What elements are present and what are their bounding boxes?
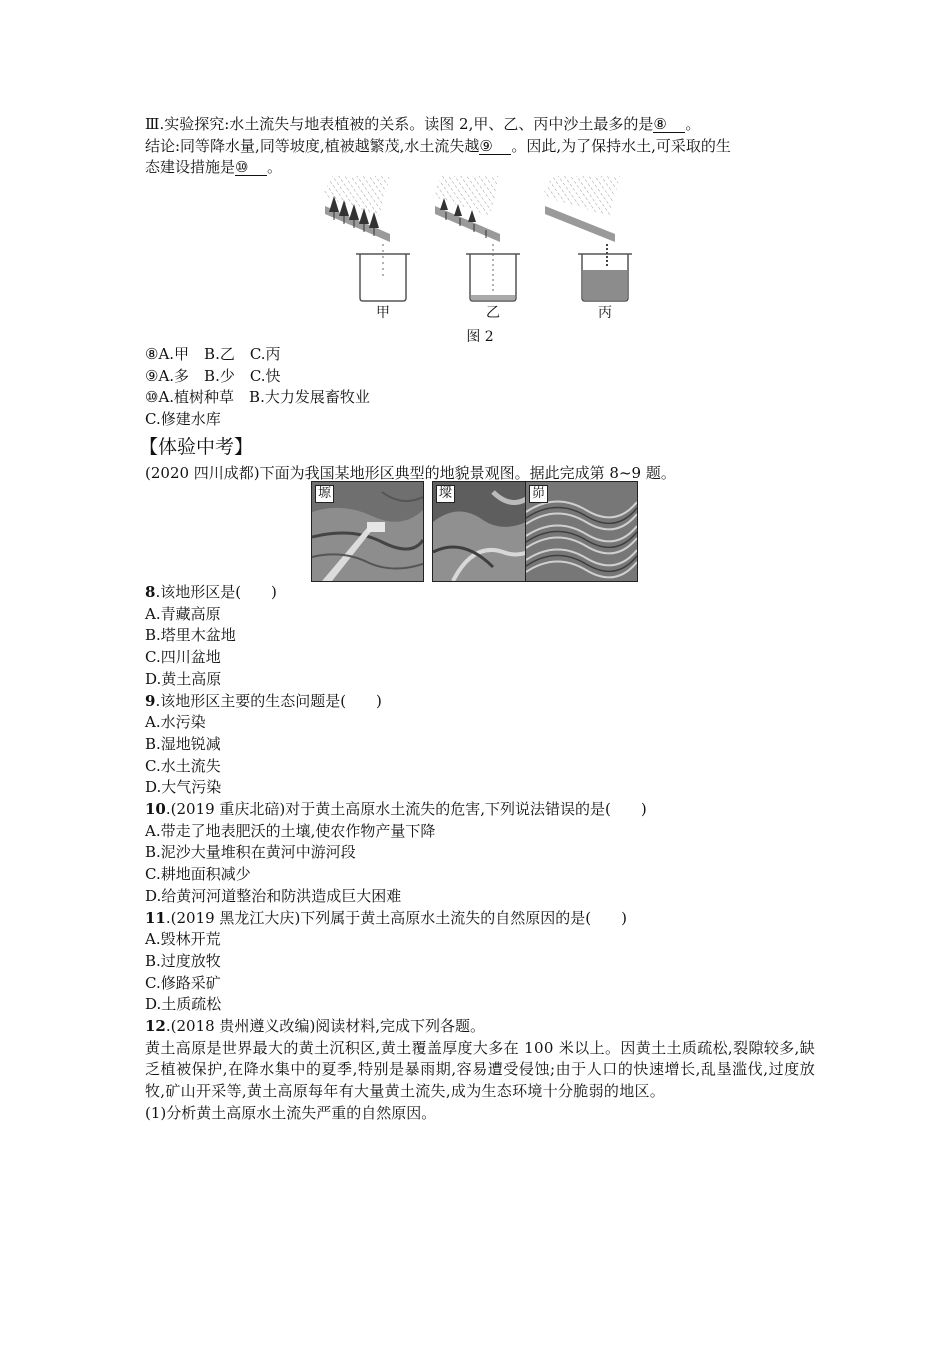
answer-blank-8[interactable]: ⑧ xyxy=(653,116,685,133)
conclusion-text: 。 xyxy=(267,158,283,177)
question-stem: .该地形区主要的生态问题是( ) xyxy=(155,691,382,710)
option[interactable]: D.土质疏松 xyxy=(145,995,222,1014)
question-number: 12 xyxy=(145,1017,166,1036)
question-number: 9 xyxy=(145,691,156,710)
intro-text: (2020 四川成都)下面为我国某地形区典型的地貌景观图。据此完成第 8~9 题。 xyxy=(145,463,676,482)
experiment-text: 。 xyxy=(685,115,701,133)
question-11 xyxy=(145,908,815,1017)
option[interactable]: D.黄土高原 xyxy=(145,669,222,688)
part3-options xyxy=(139,344,815,485)
option[interactable]: D.大气污染 xyxy=(145,778,222,797)
question-12 xyxy=(145,1016,815,1125)
setup-jia xyxy=(322,176,410,301)
experiment-section xyxy=(145,114,815,179)
question-stem: .(2019 黑龙江大庆)下列属于黄土高原水土流失的自然原因的是( ) xyxy=(165,908,627,927)
sub-question-1: (1)分析黄土高原水土流失严重的自然原因。 xyxy=(145,1103,437,1122)
label-jia: 甲 xyxy=(376,305,390,321)
option[interactable]: A.水污染 xyxy=(145,713,206,732)
question-number: 8 xyxy=(145,583,156,601)
option[interactable]: B.湿地锐减 xyxy=(145,734,221,753)
option[interactable]: B.过度放牧 xyxy=(145,951,221,970)
question-stem: .(2018 贵州遵义改编)阅读材料,完成下列各题。 xyxy=(165,1017,486,1036)
photo-tag-mao: 峁 xyxy=(529,485,548,503)
answer-blank-9[interactable]: ⑨ xyxy=(479,138,511,155)
photo-mao xyxy=(525,481,638,582)
option[interactable]: B.塔里木盆地 xyxy=(145,626,236,645)
setup-bing xyxy=(542,176,632,301)
option[interactable]: A.青藏高原 xyxy=(145,604,221,623)
experiment-text: Ⅲ.实验探究:水土流失与地表植被的关系。读图 2,甲、乙、丙中沙土最多的是 xyxy=(145,115,654,133)
option-line-10[interactable]: ⑩A.植树种草 B.大力发展畜牧业 xyxy=(145,388,370,407)
setup-yi xyxy=(432,176,520,301)
figure-2-erosion-experiment xyxy=(320,176,640,345)
conclusion-text: 。因此,为了保持水土,可采取的生 xyxy=(511,136,731,155)
question-number: 10 xyxy=(145,800,166,819)
experiment-line-1 xyxy=(145,114,815,136)
option[interactable]: C.四川盆地 xyxy=(145,648,221,667)
question-10 xyxy=(145,799,815,908)
photo-tag-yuan: 塬 xyxy=(315,485,334,503)
questions-block xyxy=(145,582,815,1125)
section-title: 【体验中考】 xyxy=(139,435,254,458)
answer-blank-10[interactable]: ⑩ xyxy=(235,159,267,176)
option-line-8[interactable]: ⑧A.甲 B.乙 C.丙 xyxy=(145,345,281,363)
question-8 xyxy=(145,582,815,691)
option-line-10-c[interactable]: C.修建水库 xyxy=(145,410,221,429)
conclusion-text: 结论:同等降水量,同等坡度,植被越繁茂,水土流失越 xyxy=(145,136,480,155)
reading-material: 黄土高原是世界最大的黄土沉积区,黄土覆盖厚度大多在 100 米以上。因黄土土质疏松,裂隙较多,缺乏植被保护,在降水集中的夏季,特别是暴雨期,容易遭受侵蚀;由于人口的快速增长,乱垦滥伐,过度放牧,矿山开采等,黄土高原每年有大量黄土流失,成为生态环境十分脆弱的地区。 xyxy=(145,1038,815,1101)
option[interactable]: C.水土流失 xyxy=(145,756,221,775)
label-bing: 丙 xyxy=(598,305,612,321)
option-line-9[interactable]: ⑨A.多 B.少 C.快 xyxy=(145,366,281,385)
question-number: 11 xyxy=(145,908,166,927)
conclusion-text: 态建设措施是 xyxy=(145,158,236,177)
figure-2-caption: 图 2 xyxy=(466,329,494,345)
question-9 xyxy=(145,691,815,800)
erosion-experiment-illustration xyxy=(320,176,640,306)
experiment-line-2 xyxy=(145,136,815,158)
option[interactable]: A.毁林开荒 xyxy=(145,930,221,949)
option[interactable]: B.泥沙大量堆积在黄河中游河段 xyxy=(145,843,356,862)
landform-photos xyxy=(311,481,641,581)
question-stem: .(2019 重庆北碚)对于黄土高原水土流失的危害,下列说法错误的是( ) xyxy=(165,800,647,819)
photo-yuan xyxy=(311,481,424,582)
option[interactable]: C.耕地面积减少 xyxy=(145,865,251,884)
option[interactable]: D.给黄河河道整治和防洪造成巨大困难 xyxy=(145,886,402,905)
option[interactable]: A.带走了地表肥沃的土壤,使农作物产量下降 xyxy=(145,821,436,840)
option[interactable]: C.修路采矿 xyxy=(145,973,221,992)
question-stem: .该地形区是( ) xyxy=(155,583,277,601)
photo-tag-liang: 墚 xyxy=(436,485,455,503)
label-yi: 乙 xyxy=(486,305,500,321)
